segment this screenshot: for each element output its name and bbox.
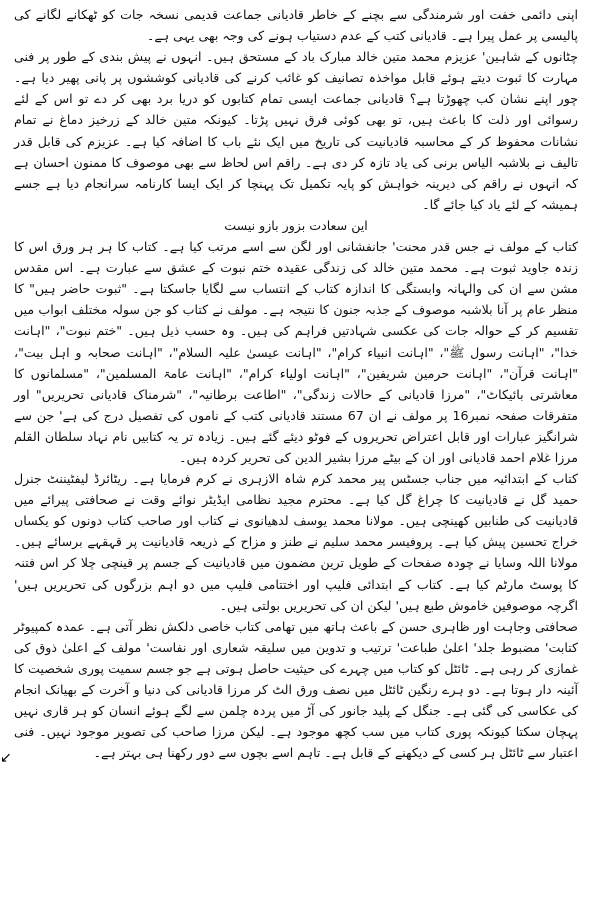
paragraph-intro: اپنی دائمی خفت اور شرمندگی سے بچنے کے خاطر قادیانی جماعت قدیمی نسخہ جات کو ٹھکانے لگانے کی پالیسی پر عمل پیرا ہے۔ قادیانی کتب کے عدم دستیاب ہونے کی وجہ بھی یہی ہے۔ (14, 7, 578, 44)
paragraph-book-contents: کتاب کے مولف نے جس قدر محنت' جانفشانی اور لگن سے اسے مرتب کیا ہے۔ کتاب کا ہر ہر ورق اس کا زندہ جاوید ثبوت ہے۔ محمد متین خالد کی زندگی عقیدہ ختم نبوت کے عشق سے عبارت ہے۔ اس مقدس مشن سے ان کی والہانہ وابستگی کا اندازہ کتاب کے انتساب سے لگایا جاسکتا ہے۔ "ثبوت حاضر ہیں" کا منظر عام پر آنا بلاشبہ موصوف کے جذبہ جنون کا نتیجہ ہے۔ مولف نے کتاب کو جن سولہ مختلف ابواب میں تقسیم کر کے حوالہ جات کی عکسی شہادتیں فراہم کی ہیں۔ وہ حسب ذیل ہیں۔ "ختم نبوت"، "اہانت خدا"، "اہانت رسول ﷺ"، "اہانت انبیاء کرام"، "اہانت عیسیٰ علیہ السلام"، "اہانت صحابہ و اہل بیت"، "اہانت قرآن"، "اہانت حرمین شریفین"، "اہانت اولیاء کرام"، "اہانت عامۃ المسلمین"، "مسلمانوں کا معاشرتی بائیکاٹ"، "مرزا قادیانی کے حالات زندگی"، "اطاعت برطانیہ"، "شرمناک قادیانی تحریریں" اور متفرقات صفحہ نمبر16 پر مولف نے ان 67 مستند قادیانی کتب کے ناموں کی تفصیل درج کی ہے' جن سے شرانگیز عبارات اور قابل اعتراض تحریروں کے فوٹو دیئے گئے ہیں۔ زیادہ تر یہ کتابیں نام نہاد سلطان القلم مرزا غلام احمد قادیانی اور ان کے بیٹے مرزا بشیر الدین کی تحریر کردہ ہیں۔ (14, 239, 578, 465)
document-page (14, 4, 578, 896)
paragraph-presentation: صحافتی وجاہت اور ظاہری حسن کے باعث ہاتھ میں تھامی کتاب خاصی دلکش نظر آتی ہے۔ عمدہ کمپیوٹر کتابت' مضبوط جلد' اعلیٰ طباعت' ترتیب و تدوین میں سلیقہ شعاری اور نفاست' مولف کے اعلیٰ ذوق کی غمازی کر رہی ہے۔ ٹائٹل کو کتاب میں چہرے کی حیثیت حاصل ہوتی ہے جو جسم سمیت پوری شخصیت کا آئینہ دار ہوتا ہے۔ دو ہرے رنگین ٹائٹل میں نصف ورق الٹ کر مرزا قادیانی کی دنیا و آخرت کے بھیانک انجام کی عکاسی کی گئی ہے۔ جنگل کے پلید جانور کی آڑ میں پردہ چلمن سے لگے ہوئے انسان کو ہر قاری نہیں پہچان سکتا کیونکہ پوری کتاب میں سب کچھ موجود ہے۔ لیکن مرزا صاحب کی تصویر موجود نہیں۔ فنی اعتبار سے ٹائٹل ہر کسی کے دیکھنے کے قابل ہے۔ تاہم اسے بچوں سے دور رکھنا ہی بہتر ہے۔ (14, 618, 578, 761)
verse-line: این سعادت بزور بازو نیست (224, 217, 368, 233)
paragraph-contributors: کتاب کے ابتدائیہ میں جناب جسٹس پیر محمد کرم شاہ الازہری نے کرم فرمایا ہے۔ ریٹائرڈ لیفٹیننٹ جنرل حمید گل نے قادیانیت کا چراغ گل کیا ہے۔ محترم مجید نظامی ایڈیٹر نوائے وقت نے صحافتی پیرائے میں قادیانیت کی طنابیں کھینچی ہیں۔ مولانا محمد یوسف لدھیانوی نے کتاب اور صاحب کتاب دونوں کو یکساں خراج تحسین پیش کیا ہے۔ پروفیسر محمد سلیم نے طنز و مزاح کے ذریعہ قادیانیت پر قہقہے برسائے ہیں۔ مولانا اللہ وسایا نے چودہ صفحات کے طویل ترین مضمون میں قادیانیت کے جسم پر قینچی چلا کر اس فتنہ کا پوسٹ مارٹم کیا ہے۔ کتاب کے ابتدائی فلیپ اور اختتامی فلیپ میں دو اہم بزرگوں کی تحریریں ہیں' اگرچہ موصوفین خاموش طبع ہیں' لیکن ان کی تحریریں بولتی ہیں۔ (14, 471, 578, 613)
margin-arrow-icon: ↙ (0, 750, 12, 766)
paragraph-author-praise: چٹانوں کے شاہین' عزیزم محمد متین خالد مبارک باد کے مستحق ہیں۔ انہوں نے پیش بندی کے طور پر فنی مہارت کا ثبوت دیتے ہوئے قابل مواخذہ تصانیف کو غائب کرنے کی قادیانی کوششوں پر پانی پھیر دیا ہے۔ چور اپنے نشان کب چھوڑتا ہے؟ قادیانی جماعت ایسی تمام کتابوں کو دریا برد بھی کر دے تو اس کے لئے رسوائی اور ذلت کا باعث ہیں، تو بھی کوئی فرق نہیں پڑتا۔ کیونکہ متین خالد کے زرخیز دماغ نے تمام نشانات محفوظ کر کے محاسبہ قادیانیت کی تاریخ میں ایک نئے باب کا اضافہ کیا ہے۔ عزیزم کی قابل قدر تالیف نے بلاشبہ الیاس برنی کی یاد تازہ کر دی ہے۔ راقم اس لحاظ سے بھی موصوف کا ممنون احسان ہے کہ انہوں نے راقم کی دیرینہ خواہش کو پایہ تکمیل تک پہنچا کر ایک ایسا کارنامہ سرانجام دیا ہے جسے ہمیشہ کے لئے یاد کیا جائے گا۔ (14, 49, 578, 212)
